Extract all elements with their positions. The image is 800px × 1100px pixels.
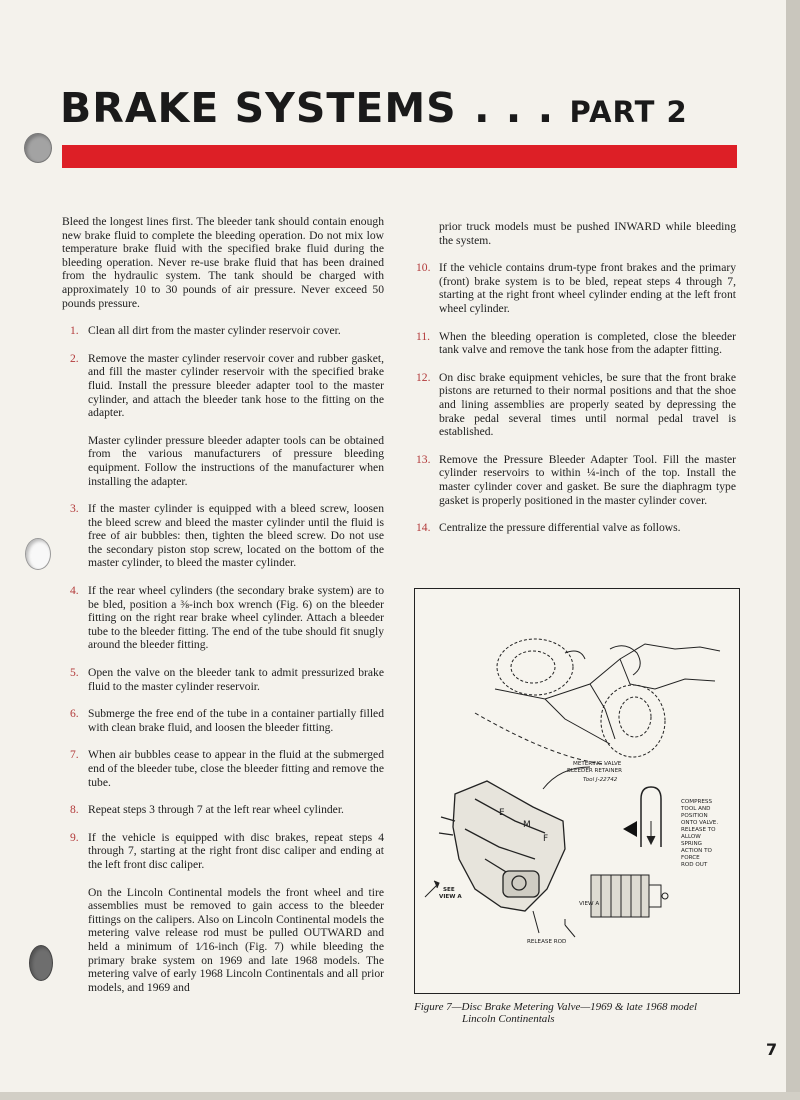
- label-view-a: VIEW A: [579, 901, 600, 907]
- step-text: If the master cylinder is equipped with a bleed screw, loosen the bleed screw and bleed the master cylinder until the fluid is free of air bubbles: then, tighten the bleed screw. Do not use the secondary piston stop screw, located on the bottom of the master cylinder, to bleed the master cylinder.: [88, 502, 384, 570]
- label-metering-valve: METERING VALVE: [573, 761, 622, 767]
- step-number: 9.: [70, 830, 79, 844]
- right-column: [416, 220, 736, 549]
- caption-line-2: Lincoln Continentals: [462, 1013, 555, 1025]
- step-text: Repeat steps 3 through 7 at the left rear wheel cylinder.: [88, 803, 344, 817]
- step-text: Remove the master cylinder reservoir cover and rubber gasket, and fill the master cylinder reservoir with the specified brake fluid. Install the pressure bleeder adapter tool to the master cylinder, and attach the bleeder tank hose to the fitting on the adapter.: [88, 351, 384, 420]
- bleeder-retainer-tool: [591, 875, 668, 917]
- figure-7: [414, 588, 740, 994]
- step-2-note: Master cylinder pressure bleeder adapter tools can be obtained from the various manufacturers of pressure bleeding equipment. Follow the instructions of the manufacturer when installing the adapter.: [88, 433, 384, 488]
- metering-valve-body: [439, 781, 565, 911]
- binder-hole-middle: [25, 538, 51, 570]
- step-1: [62, 324, 384, 338]
- caption-line-1: Figure 7—Disc Brake Metering Valve—1969 & late 1968 model: [414, 1001, 698, 1013]
- valve-letter-f: F: [543, 834, 549, 844]
- step-7: [62, 748, 384, 789]
- step-number: 12.: [416, 370, 431, 384]
- step-text: Open the valve on the bleeder tank to admit pressurized brake fluid to the master cylinder reservoir.: [88, 666, 384, 693]
- title-dots: . . .: [473, 84, 555, 132]
- step-12: [416, 371, 736, 439]
- step-2: [62, 352, 384, 488]
- right-wheel-outline: [601, 685, 665, 757]
- valve-letter-e: E: [499, 808, 505, 818]
- step-number: 5.: [70, 666, 79, 680]
- compress-line: TOOL AND: [681, 806, 711, 812]
- title-red-bar: [62, 145, 737, 168]
- continuation-paragraph: prior truck models must be pushed INWARD while bleeding the system.: [439, 220, 736, 247]
- step-4: [62, 584, 384, 652]
- compress-line: RELEASE TO: [681, 827, 716, 833]
- title-part: PART 2: [569, 95, 688, 129]
- step-3: [62, 502, 384, 570]
- intro-paragraph: Bleed the longest lines first. The bleeder tank should contain enough new brake fluid to complete the bleeding operation. Do not mix low temperature brake fluid with the specified brake fluid during the bleeding operation. Never re-use brake fluid that has been drained from the hydraulic system. The tank should be charged with approximately 10 to 30 pounds of air pressure. Never exceed 50 pounds pressure.: [62, 215, 384, 310]
- compress-line: ONTO VALVE.: [681, 820, 719, 826]
- step-text: If the rear wheel cylinders (the secondary brake system) are to be bled, position a ⅜-inch box wrench (Fig. 6) on the bleeder fitting on the right rear brake wheel cylinder. Attach a bleeder tube to the bleeder fitting. The end of the tube should fit snugly around the bleeder fitting.: [88, 584, 384, 652]
- steps-list-right: [416, 261, 736, 535]
- step-text: When air bubbles cease to appear in the fluid at the submerged end of the bleeder tube, close the bleeder fitting and remove the tube.: [88, 748, 384, 789]
- title-main: BRAKE SYSTEMS: [60, 84, 457, 132]
- page-bottom-edge: [0, 1092, 800, 1100]
- compress-line: ALLOW: [681, 834, 701, 840]
- binder-hole-top: [24, 133, 52, 163]
- step-text: Centralize the pressure differential valve as follows.: [439, 521, 681, 535]
- step-number: 10.: [416, 261, 431, 275]
- step-number: 8.: [70, 803, 79, 817]
- step-number: 11.: [416, 329, 431, 343]
- steps-list-left: [62, 324, 384, 871]
- step-number: 4.: [70, 584, 79, 598]
- lincoln-note: On the Lincoln Continental models the front wheel and tire assemblies must be removed to gain access to the bleeder fittings on the calipers. Also on Lincoln Continental models the metering valve release rod must be pulled OUTWARD and held a minimum of 1⁄16-inch (Fig. 7) while bleeding the primary brake system on 1969 and late 1968 models. The metering valve of early 1968 Lincoln Continentals and all prior models, and 1969 and: [88, 885, 384, 994]
- step-10: [416, 261, 736, 315]
- label-compress-instructions: [680, 799, 718, 868]
- label-see-view-a: VIEW A: [439, 894, 462, 900]
- step-text: When the bleeding operation is completed, close the bleeder tank valve and remove the tank hose from the adapter fitting.: [439, 329, 736, 357]
- compress-line: ROD OUT: [681, 862, 708, 868]
- compress-line: FORCE: [681, 855, 700, 861]
- step-11: [416, 330, 736, 357]
- left-wheel-outline: [497, 639, 573, 695]
- step-number: 14.: [416, 521, 431, 535]
- step-number: 3.: [70, 502, 79, 516]
- page-number: 7: [766, 1040, 778, 1059]
- step-text: Remove the Pressure Bleeder Adapter Tool. Fill the master cylinder reservoirs to within ¼-inch of the top. Install the master cylinder cover and gasket. Be sure the diaphragm type gasket is properly positioned in the master cylinder cover.: [439, 452, 736, 507]
- step-number: 1.: [70, 324, 79, 338]
- step-number: 2.: [70, 351, 79, 365]
- valve-letter-m: M: [523, 820, 531, 830]
- binder-hole-bottom: [29, 945, 53, 981]
- page-title: [60, 84, 688, 132]
- label-release-rod: RELEASE ROD: [527, 939, 567, 945]
- step-number: 7.: [70, 748, 79, 762]
- step-8: [62, 803, 384, 817]
- force-arrow: [623, 821, 637, 837]
- step-text: Submerge the free end of the tube in a container partially filled with clean brake fluid, and loosen the bleeder fitting.: [88, 707, 384, 734]
- brake-lines: [495, 644, 720, 744]
- compress-line: SPRING: [681, 841, 702, 847]
- step-14: [416, 521, 736, 535]
- compress-line: POSITION: [681, 813, 708, 819]
- figure-caption: [414, 1001, 744, 1025]
- step-13: [416, 453, 736, 507]
- left-column: [62, 215, 384, 1008]
- step-text: If the vehicle contains drum-type front brakes and the primary (front) brake system is to be bled, repeat steps 4 through 7, starting at the right front wheel cylinder ending at the left front wheel cylinder.: [439, 261, 736, 315]
- step-number: 6.: [70, 707, 79, 721]
- step-number: 13.: [416, 452, 431, 466]
- label-tool: Tool J-22742: [583, 777, 618, 783]
- metering-valve-illustration: [415, 589, 739, 993]
- compress-line: COMPRESS: [681, 799, 713, 805]
- step-6: [62, 707, 384, 734]
- step-text: If the vehicle is equipped with disc brakes, repeat steps 4 through 7, starting at the right front disc caliper and ending at the left front disc caliper.: [88, 830, 384, 871]
- page-edge-shadow: [786, 0, 800, 1100]
- label-bleeder-retainer: BLEEDER RETAINER: [567, 768, 623, 774]
- step-text: Clean all dirt from the master cylinder reservoir cover.: [88, 324, 341, 338]
- step-9: [62, 831, 384, 872]
- step-text: On disc brake equipment vehicles, be sure that the front brake pistons are returned to their normal positions and that the shoe and lining assemblies are properly seated by depressing the brake pedal several times until normal pedal travel is established.: [439, 370, 736, 439]
- compress-line: ACTION TO: [681, 848, 712, 854]
- label-see: SEE: [443, 887, 455, 893]
- step-5: [62, 666, 384, 693]
